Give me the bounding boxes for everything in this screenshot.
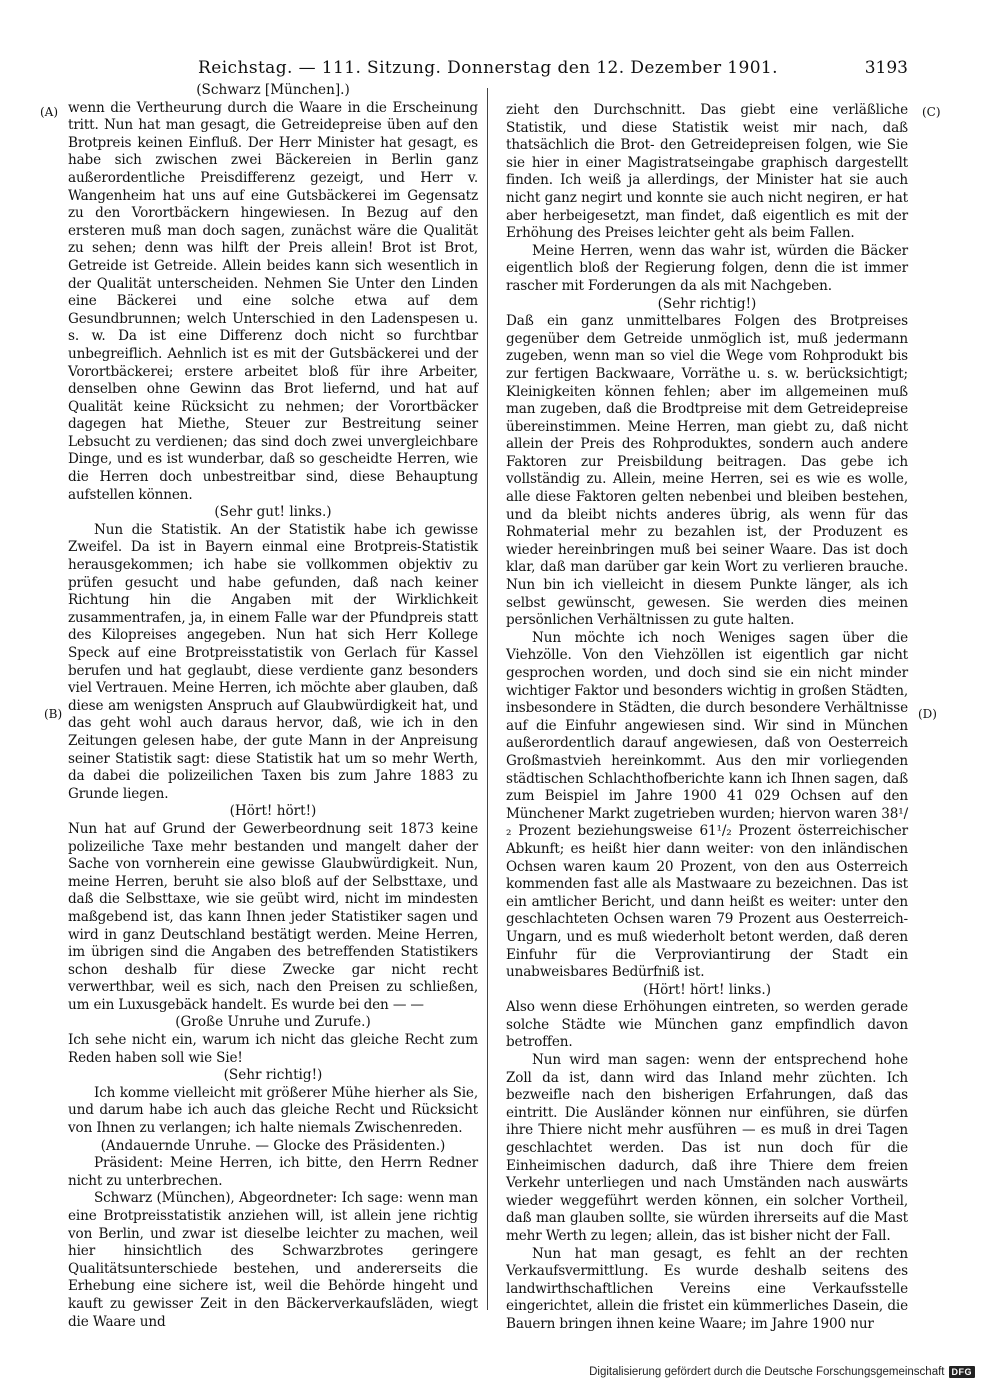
interjection: (Hört! hört! links.) xyxy=(642,981,772,998)
paragraph: Nun wird man sagen: wenn der entsprechend hohe Zoll da ist, dann wird das Inland mehr züchten. Ich bezweifle nach den bisherigen Erfahrungen, daß das eintritt. Die Ausländer können nur einführen, sie dürfen ihre Thiere nicht mehr ausführen — es muß in drei Tagen geschlachtet werden. Das ist nun doch für die Einheimischen dadurch, daß ihre Thiere dem freien Verkehr unterliegen und nach Umständen nach auswärts wieder weggeführt werden können, ein solcher Vortheil, daß man glauben sollte, sie würden ihrerseits auf die Mast mehr Werth zu legen; allein, das ist bisher nicht der Fall. xyxy=(506,1052,908,1244)
interjection: (Sehr gut! links.) xyxy=(214,504,332,521)
margin-marker-c: (C) xyxy=(922,105,941,119)
dfg-logo-icon: DFG xyxy=(949,1366,976,1378)
funding-note: Digitalisierung gefördert durch die Deutsche Forschungsgemeinschaft xyxy=(589,1366,945,1378)
interjection: (Sehr richtig!) xyxy=(657,295,757,312)
footer xyxy=(589,1364,975,1380)
page-header xyxy=(68,58,908,82)
paragraph: Nun hat auf Grund der Gewerbeordnung seit 1873 keine polizeiliche Taxe mehr bestanden und mangelt daher der Sache von vornherein eine gewisse Glaubwürdigkeit. Nun, meine Herren, beruht sie also bloß auf der Selbsttaxe, und daß die Selbsttaxe, wie sie geübt wird, nicht im mindesten maßgebend ist, das kann Ihnen jeder Statistiker sagen und wird in ganz Deutschland bestätigt werden. Meine Herren, im übrigen sind die Angaben des betreffenden Statistikers schon deshalb für diese Zwecke gar nicht recht verwerthbar, weil es sich, nach den Preisen zu schließen, um ein Luxusgebäck handelt. Es wurde bei den — — xyxy=(68,820,478,1013)
column-divider xyxy=(487,88,488,1310)
paragraph: Nun hat man gesagt, es fehlt an der rechten Verkaufsvermittlung. Es wurde deshalb seitens des landwirthschaftlichen Vereins eine Verkaufsstelle eingerichtet, allein die fristet ein kümmerliches Dasein, die Bauern bringen ihnen keine Waare; im Jahre 1900 nur xyxy=(506,1245,908,1332)
paragraph: Also wenn diese Erhöhungen eintreten, so werden gerade solche Städte wie München ganz empfindlich davon betroffen. xyxy=(506,999,908,1051)
interjection: (Sehr richtig!) xyxy=(223,1067,323,1084)
margin-marker-a: (A) xyxy=(40,105,59,119)
margin-marker-d: (D) xyxy=(918,707,937,721)
left-column xyxy=(68,82,478,1331)
paragraph: Daß ein ganz unmittelbares Folgen des Brotpreises gegenüber dem Getreide unmöglich ist, muß jedermann zugeben, wenn man so viel die Wege vom Rohprodukt bis zur fertigen Backwaare, Vorräthe u. s. w. berücksichtigt; Kleinigkeiten können fehlen; aber im allgemeinen muß man zugeben, daß die Brodtpreise mit dem Getreidepreise übereinstimmen. Meine Herren, man giebt zu, daß nicht allein der Preis des Rohproduktes, sondern auch andere Faktoren zur Preisbildung beitragen. Das gebe ich vollständig zu. Allein, meine Herren, sei es wie es wolle, alle diese Faktoren gelten nebenbei und bleiben bestehen, und da bleibt nichts anderes übrig, als wenn für das Rohmaterial mehr zu bezahlen ist, der Produzent es wieder hereinbringen muß bei seiner Waare. Das ist doch klar, daß man darüber gar kein Wort zu verlieren brauche. Nun bin ich vielleicht in diesem Punkte länger, als ich selbst gewünscht, gewesen. Sie werden dies meinen persönlichen Verhältnissen zu gute halten. xyxy=(506,313,908,629)
paragraph: Meine Herren, wenn das wahr ist, würden die Bäcker eigentlich bloß der Regierung folgen, denn die ist immer rascher mit Forderungen da als mit Nachgeben. xyxy=(506,242,908,294)
margin-marker-b: (B) xyxy=(44,707,63,721)
interjection: (Große Unruhe und Zurufe.) xyxy=(175,1014,371,1031)
paragraph: Ich sehe nicht ein, warum ich nicht das gleiche Recht zum Reden haben soll wie Sie! xyxy=(68,1032,478,1066)
running-title: Reichstag. — 111. Sitzung. Donnerstag den 12. Dezember 1901. xyxy=(198,58,778,78)
president-remark: Präsident: Meine Herren, ich bitte, den Herrn Redner nicht zu unterbrechen. xyxy=(68,1155,478,1189)
paragraph: zieht den Durchschnitt. Das giebt eine verläßliche Statistik, und diese Statistik weist mir nach, daß thatsächlich die Brot- den Getreidepreisen folgen, wie Sie sie hier in einer Magistratseingabe graphisch dargestellt finden. Ich weiß ja allerdings, der Minister hat sie auch nicht ganz negirt und konnte sie auch nicht negiren, er hat aber herbeigesetzt, man findet, daß eigentlich es mit der Erhöhung des Preises leichter geht als beim Fallen. xyxy=(506,102,908,242)
interjection: (Andauernde Unruhe. — Glocke des Präsidenten.) xyxy=(100,1137,446,1154)
page-number: 3193 xyxy=(864,58,908,78)
speaker-continuation: (Schwarz [München].) xyxy=(196,82,350,98)
interjection: (Hört! hört!) xyxy=(229,803,317,820)
paragraph: Nun die Statistik. An der Statistik habe ich gewisse Zweifel. Da ist in Bayern einmal eine Brotpreis-Statistik herausgekommen; ich habe sie vollkommen objektiv zu prüfen gesucht und habe gefunden, daß nach keiner Richtung hin die Angaben mit der Wirklichkeit zusammentrafen, ja, in einem Falle war der Pfundpreis statt des Kilopreises angegeben. Nun hat sich Herr Kollege Speck auf eine Brotpreisstatistik von Gerlach für Kassel berufen und hat geglaubt, diese verdiente ganz besonders viel Vertrauen. Meine Herren, ich möchte aber glauben, daß diese am wenigsten Anspruch auf Glaubwürdigkeit hat, und das geht wohl auch daraus hervor, daß, wie ich in den Zeitungen gelesen habe, der gute Mann in der Anpreisung seiner Statistik sagt: diese Statistik hat um so mehr Werth, da dabei die polizeilichen Taxen bis zum Jahre 1883 zu Grunde liegen. xyxy=(68,521,478,802)
paragraph: wenn die Vertheurung durch die Waare in die Erscheinung tritt. Nun hat man gesagt, die Getreidepreise üben auf den Brotpreis keinen Einfluß. Der Herr Minister hat gesagt, es habe sich zwischen zwei Bäckereien in Berlin ganz außerordentliche Preisdifferenz gezeigt, und Herr v. Wangenheim hat uns auf eine Gutsbäckerei im Gegensatz zu den Vorortbäckern hingewiesen. In Bezug auf den ersteren muß man doch sagen, zunächst wäre die Qualität zu sehen; denn was hilft der Preis allein! Brot ist Brot, Getreide ist Getreide. Allein beides kann sich wesentlich in der Qualität unterscheiden. Nehmen Sie Unter den Linden eine Bäckerei und eine solche etwa auf dem Gesundbrunnen; welch Unterschied in den Ladenspesen u. s. w. Da ist eine Differenz doch nicht so furchtbar unbegreiflich. Aehnlich ist es mit der Gutsbäckerei und der Vorortbäckerei; erstere arbeitet bloß für ihre Arbeiter, denselben ohne Gewinn das Brot liefernd, und hat auf Qualität keine Rücksicht zu nehmen; der Vorortbäcker dagegen hat Miethe, Steuer zur Bestreitung seiner Lebsucht zu verdienen; das sind doch zwei unvergleichbare Dinge, und es ist wunderbar, daß so gescheidte Herren, wie die Herren doch unbestreitbar sind, diese Behauptung aufstellen können. xyxy=(68,99,478,503)
paragraph: Ich komme vielleicht mit größerer Mühe hierher als Sie, und darum habe ich auch das gleiche Recht und Rücksicht von Ihnen zu verlangen; ich halte niemals Zwischenreden. xyxy=(68,1084,478,1137)
right-column xyxy=(506,102,908,1334)
paragraph: Schwarz (München), Abgeordneter: Ich sage: wenn man eine Brotpreisstatistik anziehen will, ist allein jene richtig von Berlin, und zwar ist dieselbe leichter zu machen, weil hier hinsichtlich des Schwarzbrotes geringere Qualitätsunterschiede bestehen, und andererseits die Erhebung eine sichere ist, weil die Behörde hingeht und kauft zu gewisser Zeit in den Bäckerverkaufsläden, wiegt die Waare und xyxy=(68,1190,478,1330)
paragraph: Nun möchte ich noch Weniges sagen über die Viehzölle. Von den Viehzöllen ist eigentlich gar nicht gesprochen worden, und doch sind sie ein nicht minder wichtiger Faktor und besonders wichtig in großen Städten, insbesondere in Städten, die durch besondere Verhältnisse auf die Einfuhr angewiesen sind. Wir sind in München außerordentlich darauf angewiesen, daß von Oesterreich Großmastvieh hereinkommt. Aus den mir vorliegenden städtischen Schlachthofberichte kann ich Ihnen sagen, daß zum Beispiel im Jahre 1900 41 029 Ochsen auf den Münchener Markt zugetrieben wurden; hiervon waren 38¹/₂ Prozent beziehungsweise 61¹/₂ Prozent österreichischer Abkunft; es heißt hier dann weiter: von den inländischen Ochsen waren kaum 20 Prozent, von den aus Osterreich kommenden fast alle als Mastwaare zu bezeichnen. Das ist ein amtlicher Bericht, und dann heißt es weiter: unter den geschlachteten Ochsen waren 79 Prozent aus Oesterreich-Ungarn, und es muß wiederholt betont werden, daß deren Einfuhr für die Verproviantirung der Stadt ein unabweisbares Bedürfniß ist. xyxy=(506,629,908,981)
